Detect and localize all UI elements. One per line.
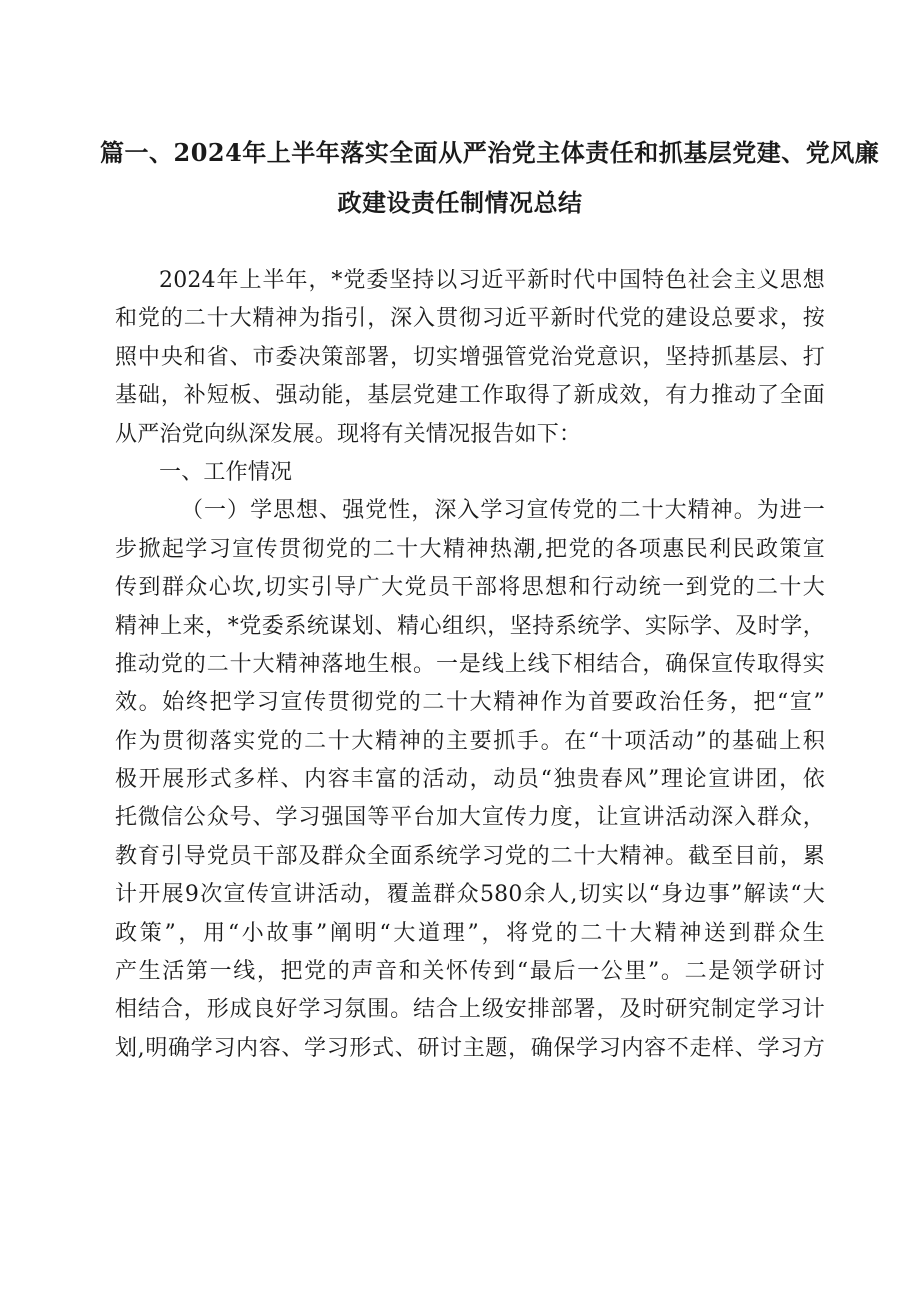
body-line: 托微信公众号、学习强国等平台加大宣传力度，让宣讲活动深入群众， [115, 805, 825, 831]
body-line: 从严治党向纵深发展。现将有关情况报告如下： [115, 421, 582, 447]
body-line: （一）学思想、强党性，深入学习宣传党的二十大精神。为进一 [181, 498, 825, 524]
body-line: 产生活第一线，把党的声音和关怀传到“最后一公里”。二是领学研讨 [115, 959, 825, 985]
body-line: 一、工作情况 [159, 459, 293, 485]
body-line: 精神上来，*党委系统谋划、精心组织，坚持系统学、实际学、及时学， [115, 613, 825, 639]
body-line: 和党的二十大精神为指引，深入贯彻习近平新时代党的建设总要求，按 [115, 306, 825, 332]
title-line-2: 政建设责任制情况总结 [337, 188, 583, 217]
body-line: 教育引导党员干部及群众全面系统学习党的二十大精神。截至目前，累 [115, 843, 825, 869]
body-line: 计开展9次宣传宣讲活动，覆盖群众580余人,切实以“身边事”解读“大 [115, 882, 825, 908]
body-line: 基础，补短板、强动能，基层党建工作取得了新成效，有力推动了全面 [115, 383, 825, 409]
body-line: 效。始终把学习宣传贯彻党的二十大精神作为首要政治任务，把“宣” [115, 690, 825, 716]
title-line-1: 篇一、2024年上半年落实全面从严治党主体责任和抓基层党建、党风廉 [100, 138, 880, 167]
document-title [100, 128, 880, 228]
body-line: 照中央和省、市委决策部署，切实增强管党治党意识，坚持抓基层、打 [115, 344, 825, 370]
body-line: 推动党的二十大精神落地生根。一是线上线下相结合，确保宣传取得实 [115, 651, 825, 677]
body-line: 传到群众心坎,切实引导广大党员干部将思想和行动统一到党的二十大 [115, 575, 825, 601]
body-line: 步掀起学习宣传贯彻党的二十大精神热潮,把党的各项惠民利民政策宣 [115, 536, 825, 562]
body-line: 政策”，用“小故事”阐明“大道理”，将党的二十大精神送到群众生 [115, 920, 825, 946]
document-body [115, 262, 825, 1068]
body-line: 极开展形式多样、内容丰富的活动，动员“独贵春风”理论宣讲团，依 [115, 767, 825, 793]
body-line: 2024年上半年，*党委坚持以习近平新时代中国特色社会主义思想 [159, 268, 825, 293]
body-line: 划,明确学习内容、学习形式、研讨主题，确保学习内容不走样、学习方 [115, 1035, 825, 1061]
body-line: 作为贯彻落实党的二十大精神的主要抓手。在“十项活动”的基础上积 [115, 728, 825, 754]
body-line: 相结合，形成良好学习氛围。结合上级安排部署，及时研究制定学习计 [115, 997, 825, 1023]
